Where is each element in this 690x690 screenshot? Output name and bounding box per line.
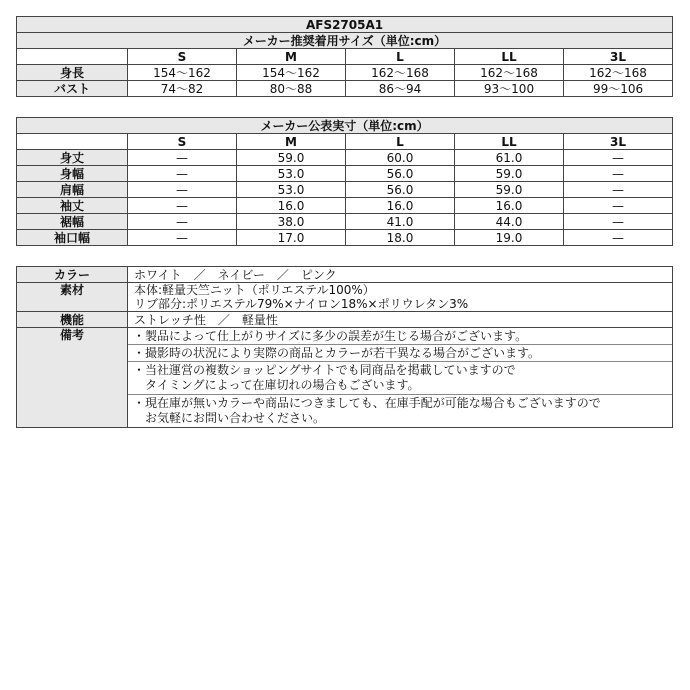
size-header: 3L [564,134,673,150]
cell: 154～162 [128,65,237,81]
note-line: ・当社運営の複数ショッピングサイトでも同商品を掲載していますので [133,363,516,377]
row-label: 身幅 [17,166,128,182]
cell: 154～162 [237,65,346,81]
cell: 41.0 [346,214,455,230]
cell: — [564,214,673,230]
cell: 162～168 [564,65,673,81]
cell: 162～168 [455,65,564,81]
row-label: 身長 [17,65,128,81]
material-line: 本体:軽量天竺ニット（ポリエステル100%） [134,283,375,297]
cell: 16.0 [237,198,346,214]
notes-cell [128,328,673,428]
color-label: カラー [17,267,128,283]
note-line: ・現在庫が無いカラーや商品につきましても、在庫手配が可能な場合もございますので [133,396,601,410]
cell: 99～106 [564,81,673,97]
cell: 16.0 [455,198,564,214]
notes-label: 備考 [17,328,128,428]
size-header: 3L [564,49,673,65]
size-header: S [128,49,237,65]
cell: 44.0 [455,214,564,230]
table-row [17,198,673,214]
material-line: リブ部分:ポリエステル79%×ナイロン18%×ポリウレタン3% [134,297,469,311]
table-row [17,214,673,230]
table-row [17,230,673,246]
color-value: ホワイト ／ ネイビー ／ ピンク [128,267,673,283]
cell: 19.0 [455,230,564,246]
table-row [17,182,673,198]
size-header: L [346,49,455,65]
table-row [17,166,673,182]
cell: 93～100 [455,81,564,97]
function-label: 機能 [17,312,128,328]
size-header: M [237,49,346,65]
actual-measurement-table [16,117,673,246]
size-header: M [237,134,346,150]
row-label: 肩幅 [17,182,128,198]
cell: — [564,198,673,214]
cell: — [564,182,673,198]
cell: 80～88 [237,81,346,97]
cell: 59.0 [455,166,564,182]
table-row [17,328,673,428]
cell: — [564,166,673,182]
cell: 53.0 [237,166,346,182]
cell: — [128,182,237,198]
cell: — [128,198,237,214]
cell: 56.0 [346,166,455,182]
cell: — [128,214,237,230]
cell: 18.0 [346,230,455,246]
cell: — [564,230,673,246]
cell: 16.0 [346,198,455,214]
cell: 86～94 [346,81,455,97]
cell: — [128,150,237,166]
corner-cell [17,49,128,65]
corner-cell [17,134,128,150]
row-label: 袖丈 [17,198,128,214]
cell: 38.0 [237,214,346,230]
cell: 56.0 [346,182,455,198]
table-row [17,150,673,166]
cell: 61.0 [455,150,564,166]
cell: 53.0 [237,182,346,198]
note-line: ・製品によって仕上がりサイズに多少の誤差が生じる場合がございます。 [128,328,672,345]
product-info-table [16,266,673,428]
material-value [128,283,673,312]
size-header: S [128,134,237,150]
recommended-size-table [16,16,673,97]
table-row [17,283,673,312]
cell: — [128,166,237,182]
size-header: LL [455,134,564,150]
cell: 60.0 [346,150,455,166]
recommended-title: メーカー推奨着用サイズ（単位:cm） [17,33,673,49]
note-line: お気軽にお問い合わせください。 [133,411,326,425]
table-row [17,267,673,283]
function-value: ストレッチ性 ／ 軽量性 [128,312,673,328]
cell: 74～82 [128,81,237,97]
note-line: タイミングによって在庫切れの場合もございます。 [128,378,672,395]
cell: 59.0 [237,150,346,166]
cell: 17.0 [237,230,346,246]
material-label: 素材 [17,283,128,312]
table-row [17,81,673,97]
cell: — [564,150,673,166]
product-code: AFS2705A1 [17,17,673,33]
row-label: バスト [17,81,128,97]
table-row [17,65,673,81]
table-row [17,312,673,328]
cell: 59.0 [455,182,564,198]
size-header: LL [455,49,564,65]
row-label: 袖口幅 [17,230,128,246]
row-label: 裾幅 [17,214,128,230]
size-header: L [346,134,455,150]
cell: — [128,230,237,246]
cell: 162～168 [346,65,455,81]
note-line: ・撮影時の状況により実際の商品とカラーが若干異なる場合がございます。 [128,345,672,362]
actual-title: メーカー公表実寸（単位:cm） [17,118,673,134]
row-label: 身丈 [17,150,128,166]
